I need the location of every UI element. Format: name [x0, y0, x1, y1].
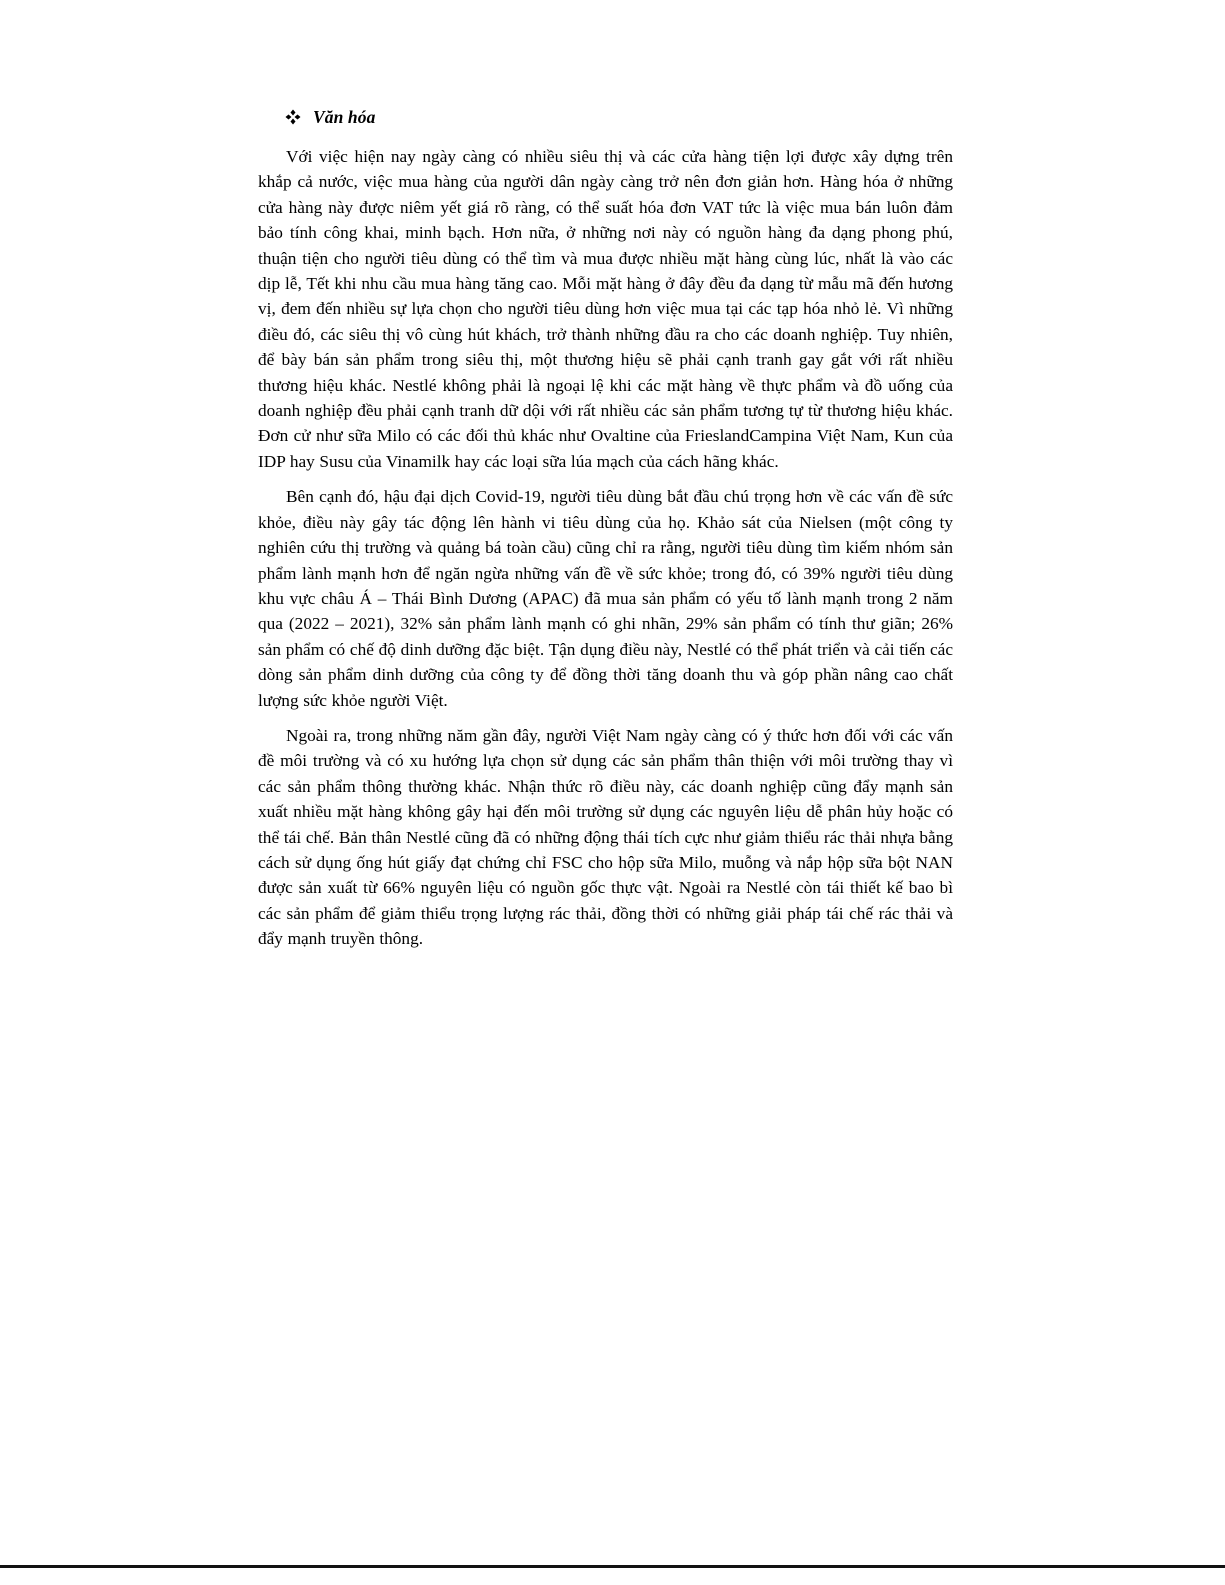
paragraph-3: Ngoài ra, trong những năm gần đây, người Việt Nam ngày càng có ý thức hơn đối với các vấn đề môi trường và có xu hướng lựa chọn sử dụng các sản phẩm thân thiện với môi trường thay vì các sản phẩm thông thường khác. Nhận thức rõ điều này, các doanh nghiệp cũng đẩy mạnh sản xuất nhiều mặt hàng không gây hại đến môi trường sử dụng các nguyên liệu dễ phân hủy hoặc có thể tái chế. Bản thân Nestlé cũng đã có những động thái tích cực như giảm thiểu rác thải nhựa bằng cách sử dụng ống hút giấy đạt chứng chỉ FSC cho hộp sữa Milo, muỗng và nắp hộp sữa bột NAN được sản xuất từ 66% nguyên liệu có nguồn gốc thực vật. Ngoài ra Nestlé còn tái thiết kế bao bì các sản phẩm để giảm thiểu trọng lượng rác thải, đồng thời có những giải pháp tái chế rác thải và đẩy mạnh truyền thông. [258, 725, 953, 949]
paragraph-2: Bên cạnh đó, hậu đại dịch Covid-19, người tiêu dùng bắt đầu chú trọng hơn về các vấn đề sức khỏe, điều này gây tác động lên hành vi tiêu dùng của họ. Khảo sát của Nielsen (một công ty nghiên cứu thị trường và quảng bá toàn cầu) cũng chỉ ra rằng, người tiêu dùng tìm kiếm nhóm sản phẩm lành mạnh hơn để ngăn ngừa những vấn đề về sức khỏe; trong đó, có 39% người tiêu dùng khu vực châu Á – Thái Bình Dương (APAC) đã mua sản phẩm có yếu tố lành mạnh trong 2 năm qua (2022 – 2021), 32% sản phẩm lành mạnh có ghi nhãn, 29% sản phẩm có tính thư giãn; 26% sản phẩm có chế độ dinh dưỡng đặc biệt. Tận dụng điều này, Nestlé có thể phát triển và cải tiến các dòng sản phẩm dinh dưỡng của công ty để đồng thời tăng doanh thu và góp phần nâng cao chất lượng sức khỏe người Việt. [258, 487, 953, 710]
paragraph-1: Với việc hiện nay ngày càng có nhiều siêu thị và các cửa hàng tiện lợi được xây dựng trên khắp cả nước, việc mua hàng của người dân ngày càng trở nên đơn giản hơn. Hàng hóa ở những cửa hàng này được niêm yết giá rõ ràng, có thể suất hóa đơn VAT tức là việc mua bán luôn đảm bảo tính công khai, minh bạch. Hơn nữa, ở những nơi này có nguồn hàng đa dạng phong phú, thuận tiện cho người tiêu dùng có thể tìm và mua được nhiều mặt hàng cùng lúc, nhất là vào các dịp lễ, Tết khi nhu cầu mua hàng tăng cao. Mỗi mặt hàng ở đây đều đa dạng từ mẫu mã đến hương vị, đem đến nhiều sự lựa chọn cho người tiêu dùng hơn việc mua tại các tạp hóa nhỏ lẻ. Vì những điều đó, các siêu thị vô cùng hút khách, trở thành những đầu ra cho các doanh nghiệp. Tuy nhiên, để bày bán sản phẩm trong siêu thị, một thương hiệu sẽ phải cạnh tranh gay gắt với rất nhiều thương hiệu khác. Nestlé không phải là ngoại lệ khi các mặt hàng về thực phẩm và đồ uống của doanh nghiệp đều phải cạnh tranh dữ dội với rất nhiều các sản phẩm tương tự từ thương hiệu khác. Đơn cử như sữa Milo có các đối thủ khác như Ovaltine của FrieslandCampina Việt Nam, Kun của IDP hay Susu của Vinamilk hay các loại sữa lúa mạch của cách hãng khác. [258, 147, 953, 471]
document-page [258, 104, 953, 962]
page-bottom-rule [0, 1565, 1225, 1568]
section-title: Văn hóa [313, 106, 376, 127]
section-heading [285, 104, 953, 130]
four-diamond-bullet-icon [285, 109, 301, 125]
